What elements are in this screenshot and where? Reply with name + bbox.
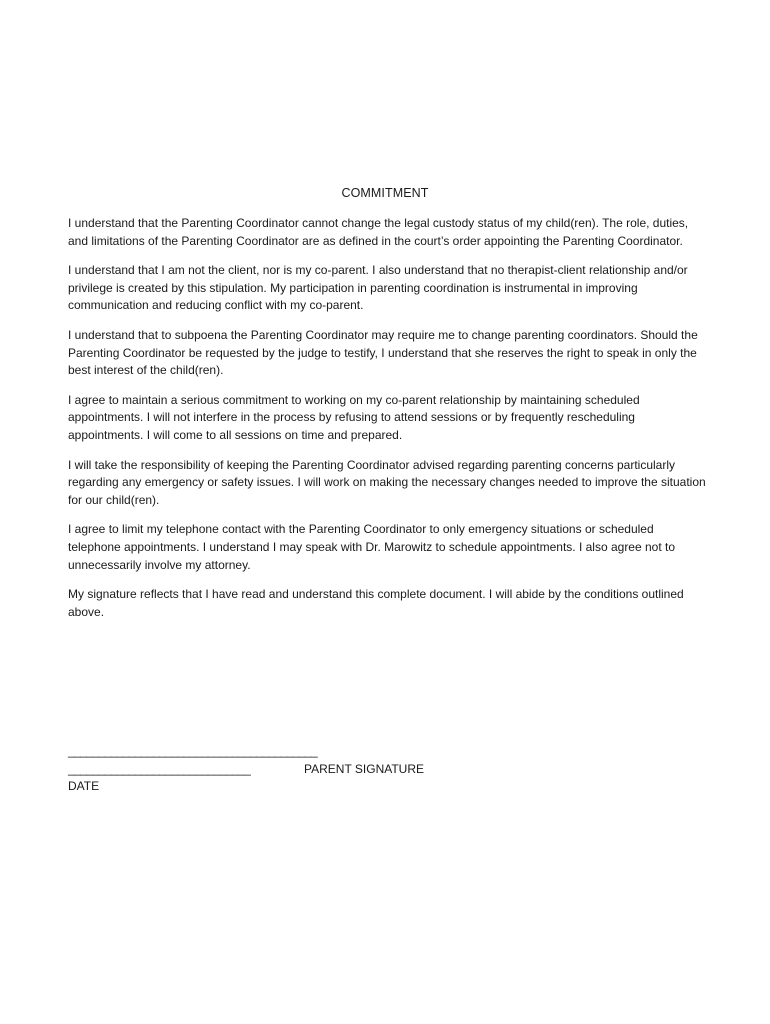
paragraph-custody: I understand that the Parenting Coordinator cannot change the legal custody status of my child(ren). The role, duties, and limitations of the Parenting Coordinator are as defined in the court’s order appointing the Parenting Coordinator. xyxy=(68,216,689,248)
paragraph-commitment: I agree to maintain a serious commitment to working on my co-parent relationship by maintaining scheduled appointments. I will not interfere in the process by refusing to attend sessions or by frequently rescheduling appointments. I will come to all sessions on time and prepared. xyxy=(68,392,640,442)
paragraph-telephone-contact: I agree to limit my telephone contact with the Parenting Coordinator to only emergency situations or scheduled telephone appointments. I understand I may speak with Dr. Marowitz to schedule appointments. I also agree not to unnecessarily involve my attorney. xyxy=(68,522,676,572)
paragraph-subpoena: I understand that to subpoena the Parenting Coordinator may require me to change parenting coordinators. Should the Parenting Coordinator be requested by the judge to testify, I understand that she reserves the right to speak in only the best interest of the child(ren). xyxy=(68,327,698,378)
date-label: DATE xyxy=(68,779,100,793)
paragraph-signature-statement: My signature reflects that I have read and understand this complete document. I will abide by the conditions outlined above. xyxy=(68,587,684,619)
paragraph-responsibility: I will take the responsibility of keeping the Parenting Coordinator advised regarding parenting concerns particularly regarding any emergency or safety issues. I will work on making the necessary changes needed to improve the situation for our child(ren). xyxy=(68,457,706,507)
document-body xyxy=(68,215,708,633)
document-title: COMMITMENT xyxy=(341,186,429,200)
date-line[interactable]: ______________________________ xyxy=(68,762,251,776)
parent-signature-label: PARENT SIGNATURE xyxy=(304,762,425,776)
signature-line[interactable]: _________________________________________ xyxy=(68,744,318,758)
paragraph-client-relationship: I understand that I am not the client, nor is my co-parent. I also understand that no therapist-client relationship and/or privilege is created by this stipulation. My participation in parenting coordination is instrumental in improving communication and reducing conflict with my co-parent. xyxy=(68,263,688,313)
